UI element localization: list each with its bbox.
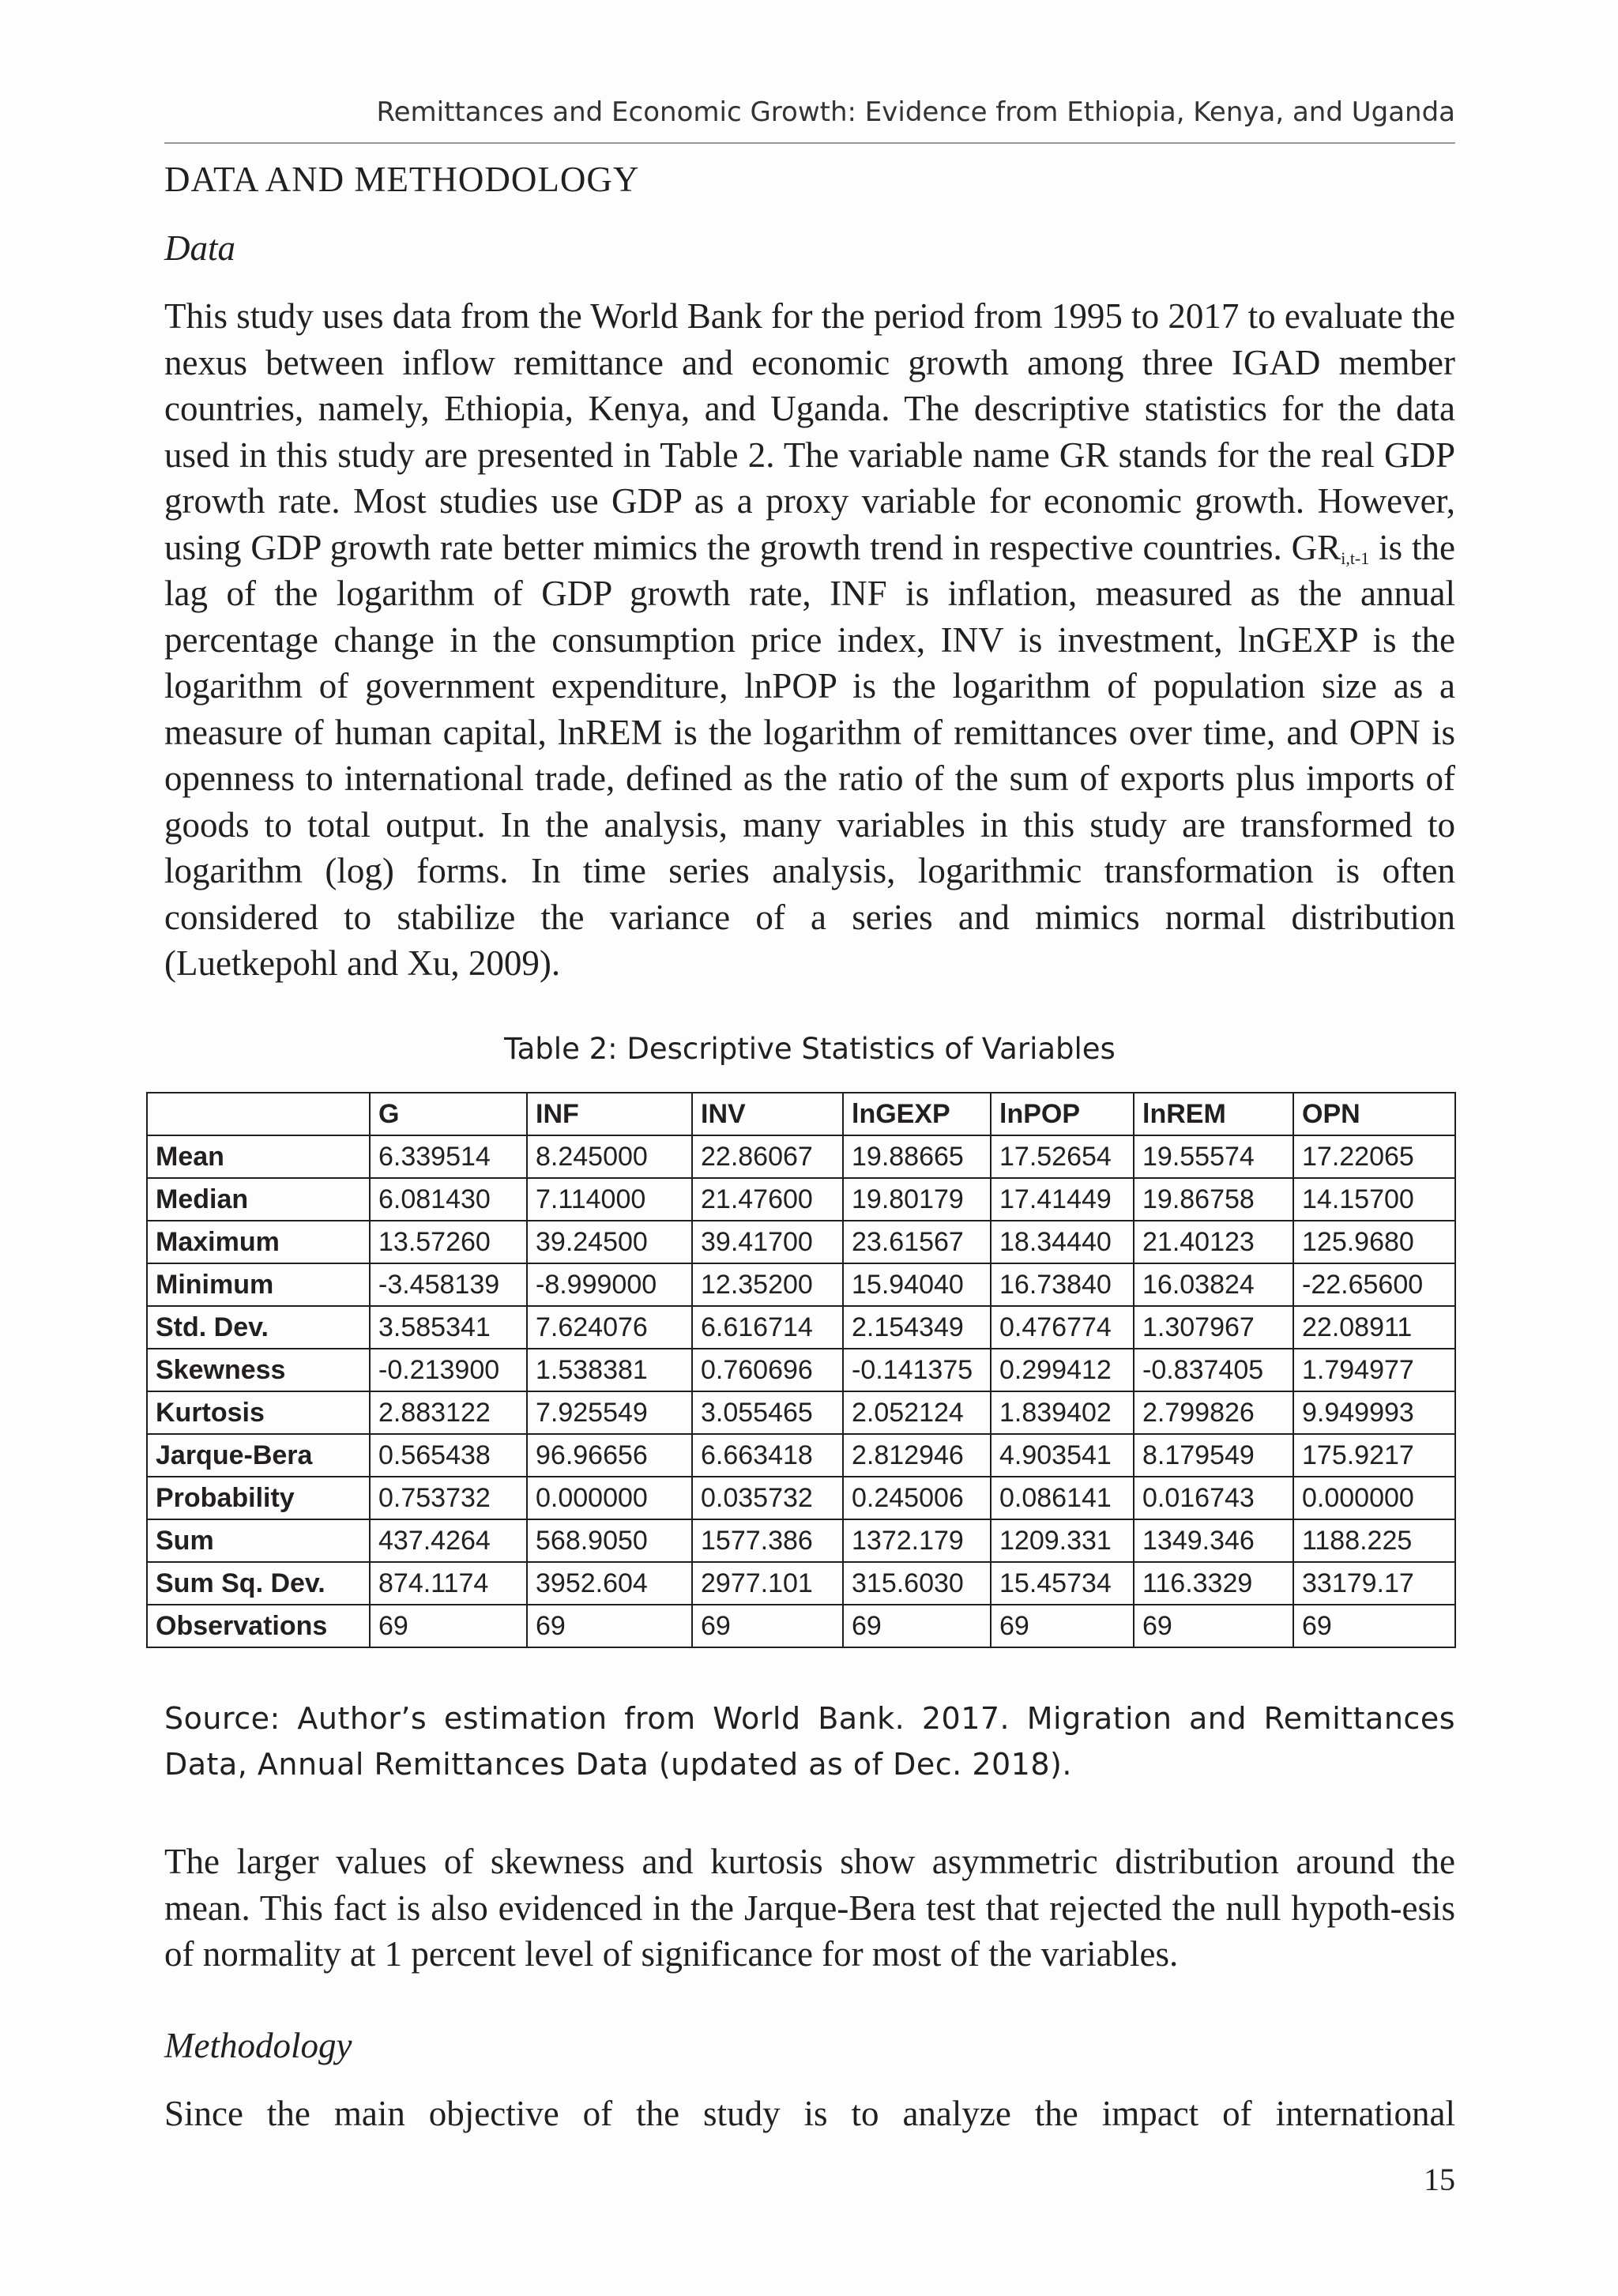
row-label: Sum Sq. Dev. — [147, 1562, 370, 1605]
table-cell: 39.41700 — [692, 1221, 843, 1263]
table-cell: 7.925549 — [527, 1391, 692, 1434]
table-cell: 1.307967 — [1134, 1306, 1293, 1349]
table-cell: -8.999000 — [527, 1263, 692, 1306]
table-row — [147, 1178, 1455, 1221]
table-cell: 1.839402 — [991, 1391, 1134, 1434]
table-cell: 17.41449 — [991, 1178, 1134, 1221]
table-cell: 96.96656 — [527, 1434, 692, 1477]
column-header: lnREM — [1134, 1093, 1293, 1135]
table-cell: -3.458139 — [370, 1263, 527, 1306]
table-cell: 7.624076 — [527, 1306, 692, 1349]
table-cell: 18.34440 — [991, 1221, 1134, 1263]
row-label: Kurtosis — [147, 1391, 370, 1434]
subsection-methodology-heading: Methodology — [164, 2026, 352, 2065]
table-cell: 17.52654 — [991, 1135, 1134, 1178]
table-cell: 4.903541 — [991, 1434, 1134, 1477]
table-cell: 16.03824 — [1134, 1263, 1293, 1306]
table-cell: 12.35200 — [692, 1263, 843, 1306]
table-cell: 3952.604 — [527, 1562, 692, 1605]
table-cell: 22.86067 — [692, 1135, 843, 1178]
table-header-row — [147, 1093, 1455, 1135]
table-cell: 69 — [991, 1605, 1134, 1647]
table-cell: 33179.17 — [1293, 1562, 1455, 1605]
table-cell: 1577.386 — [692, 1519, 843, 1562]
table-row — [147, 1391, 1455, 1434]
table-cell: 13.57260 — [370, 1221, 527, 1263]
table-cell: 3.585341 — [370, 1306, 527, 1349]
table-cell: 69 — [692, 1605, 843, 1647]
row-label: Observations — [147, 1605, 370, 1647]
table-row — [147, 1605, 1455, 1647]
methodology-paragraph: Since the main objective of the study is to analyze the impact of international — [164, 2094, 1455, 2133]
table-cell: 0.086141 — [991, 1477, 1134, 1519]
column-header: INV — [692, 1093, 843, 1135]
page-number: 15 — [1424, 2162, 1455, 2197]
table-cell: 14.15700 — [1293, 1178, 1455, 1221]
table-cell: 1188.225 — [1293, 1519, 1455, 1562]
table-cell: 21.47600 — [692, 1178, 843, 1221]
table-cell: 2.799826 — [1134, 1391, 1293, 1434]
table-cell: 874.1174 — [370, 1562, 527, 1605]
table-row — [147, 1477, 1455, 1519]
table-cell: 23.61567 — [843, 1221, 991, 1263]
table-cell: 69 — [370, 1605, 527, 1647]
descriptive-statistics-table — [146, 1092, 1456, 1648]
table-cell: 69 — [1134, 1605, 1293, 1647]
row-label: Std. Dev. — [147, 1306, 370, 1349]
table-cell: 69 — [527, 1605, 692, 1647]
table-cell: 69 — [843, 1605, 991, 1647]
table-cell: 15.45734 — [991, 1562, 1134, 1605]
row-label: Probability — [147, 1477, 370, 1519]
table-cell: 39.24500 — [527, 1221, 692, 1263]
column-header: lnPOP — [991, 1093, 1134, 1135]
table-cell: 19.88665 — [843, 1135, 991, 1178]
table-cell: -0.837405 — [1134, 1349, 1293, 1391]
row-label: Jarque-Bera — [147, 1434, 370, 1477]
table-cell: 2.154349 — [843, 1306, 991, 1349]
table-row — [147, 1135, 1455, 1178]
table-cell: 1.794977 — [1293, 1349, 1455, 1391]
skewness-paragraph: The larger values of skewness and kurtosis show asymmetric distribution around the mean. This fact is also evidenced in the Jarque-Bera test that rejected the null hypoth-esis of normality at 1 percent level of significance for most of the variables. — [164, 1842, 1455, 1974]
table-cell: 0.299412 — [991, 1349, 1134, 1391]
table-cell: 0.245006 — [843, 1477, 991, 1519]
table-row — [147, 1306, 1455, 1349]
table-source-note: Source: Author’s estimation from World Bank. 2017. Migration and Remittances Data, Annual Remittances Data (updated as of Dec. 2018). — [164, 1701, 1455, 1782]
para1-text-a: This study uses data from the World Bank for the period from 1995 to 2017 to evaluate the nexus between inflow remittance and economic growth among three IGAD member countries, namely, Ethiopia, Kenya, and Uganda. The descriptive statistics for the data used in this study are presented in Table 2. The variable name GR stands for the real GDP growth rate. Most studies use GDP as a proxy variable for economic growth. However, using GDP growth rate better mimics the growth trend in respective countries. GR — [164, 296, 1455, 567]
data-paragraph — [164, 293, 1455, 987]
table-cell: 1349.346 — [1134, 1519, 1293, 1562]
table-cell: 22.08911 — [1293, 1306, 1455, 1349]
column-header: G — [370, 1093, 527, 1135]
table-row — [147, 1434, 1455, 1477]
header-rule — [164, 142, 1455, 144]
table-cell: 0.476774 — [991, 1306, 1134, 1349]
row-label: Skewness — [147, 1349, 370, 1391]
column-header: lnGEXP — [843, 1093, 991, 1135]
table-row — [147, 1519, 1455, 1562]
row-label: Minimum — [147, 1263, 370, 1306]
table-cell: 1.538381 — [527, 1349, 692, 1391]
table-row — [147, 1349, 1455, 1391]
table-cell: 69 — [1293, 1605, 1455, 1647]
table-cell: 175.9217 — [1293, 1434, 1455, 1477]
table-cell: -22.65600 — [1293, 1263, 1455, 1306]
table-cell: 2977.101 — [692, 1562, 843, 1605]
table-cell: 0.753732 — [370, 1477, 527, 1519]
row-label: Mean — [147, 1135, 370, 1178]
table-cell: 2.883122 — [370, 1391, 527, 1434]
table-cell: 0.000000 — [1293, 1477, 1455, 1519]
subsection-data-heading: Data — [164, 228, 235, 268]
table-cell: 1372.179 — [843, 1519, 991, 1562]
section-title: DATA AND METHODOLOGY — [164, 160, 640, 199]
table-cell: 16.73840 — [991, 1263, 1134, 1306]
table-cell: 0.760696 — [692, 1349, 843, 1391]
column-header: OPN — [1293, 1093, 1455, 1135]
table-cell: -0.141375 — [843, 1349, 991, 1391]
para1-subscript: i,t-1 — [1341, 548, 1370, 568]
table-cell: 2.052124 — [843, 1391, 991, 1434]
table-cell: 19.86758 — [1134, 1178, 1293, 1221]
table-row — [147, 1221, 1455, 1263]
table-row — [147, 1562, 1455, 1605]
table-cell: 15.94040 — [843, 1263, 991, 1306]
table-cell: 6.616714 — [692, 1306, 843, 1349]
row-label: Maximum — [147, 1221, 370, 1263]
table-cell: 116.3329 — [1134, 1562, 1293, 1605]
table-cell: 3.055465 — [692, 1391, 843, 1434]
table-cell: 19.55574 — [1134, 1135, 1293, 1178]
column-header — [147, 1093, 370, 1135]
table-cell: 125.9680 — [1293, 1221, 1455, 1263]
column-header: INF — [527, 1093, 692, 1135]
table-cell: 1209.331 — [991, 1519, 1134, 1562]
table-cell: 0.016743 — [1134, 1477, 1293, 1519]
table-row — [147, 1263, 1455, 1306]
table-cell: 17.22065 — [1293, 1135, 1455, 1178]
table-cell: -0.213900 — [370, 1349, 527, 1391]
table-cell: 6.339514 — [370, 1135, 527, 1178]
table-cell: 9.949993 — [1293, 1391, 1455, 1434]
running-head: Remittances and Economic Growth: Evidence from Ethiopia, Kenya, and Uganda — [376, 96, 1455, 128]
table-cell: 6.081430 — [370, 1178, 527, 1221]
table-cell: 7.114000 — [527, 1178, 692, 1221]
table-cell: 568.9050 — [527, 1519, 692, 1562]
table-caption: Table 2: Descriptive Statistics of Variables — [504, 1032, 1116, 1066]
table-cell: 0.035732 — [692, 1477, 843, 1519]
table-cell: 0.565438 — [370, 1434, 527, 1477]
table-cell: 21.40123 — [1134, 1221, 1293, 1263]
table-cell: 2.812946 — [843, 1434, 991, 1477]
row-label: Median — [147, 1178, 370, 1221]
para1-text-b: is the lag of the logarithm of GDP growth rate, INF is inflation, measured as the annual percentage change in the consumption price index, INV is investment, lnGEXP is the logarithm of government expenditure, lnPOP is the logarithm of population size as a measure of human capital, lnREM is the logarithm of remittances over time, and OPN is openness to international trade, defined as the ratio of the sum of exports plus imports of goods to total output. In the analysis, many variables in this study are transformed to logarithm (log) forms. In time series analysis, logarithmic transformation is often considered to stabilize the variance of a series and mimics normal distribution (Luetkepohl and Xu, 2009). — [164, 527, 1455, 983]
table-cell: 315.6030 — [843, 1562, 991, 1605]
table-cell: 8.179549 — [1134, 1434, 1293, 1477]
row-label: Sum — [147, 1519, 370, 1562]
table-cell: 8.245000 — [527, 1135, 692, 1178]
table-cell: 19.80179 — [843, 1178, 991, 1221]
table-cell: 0.000000 — [527, 1477, 692, 1519]
table-cell: 437.4264 — [370, 1519, 527, 1562]
table-cell: 6.663418 — [692, 1434, 843, 1477]
